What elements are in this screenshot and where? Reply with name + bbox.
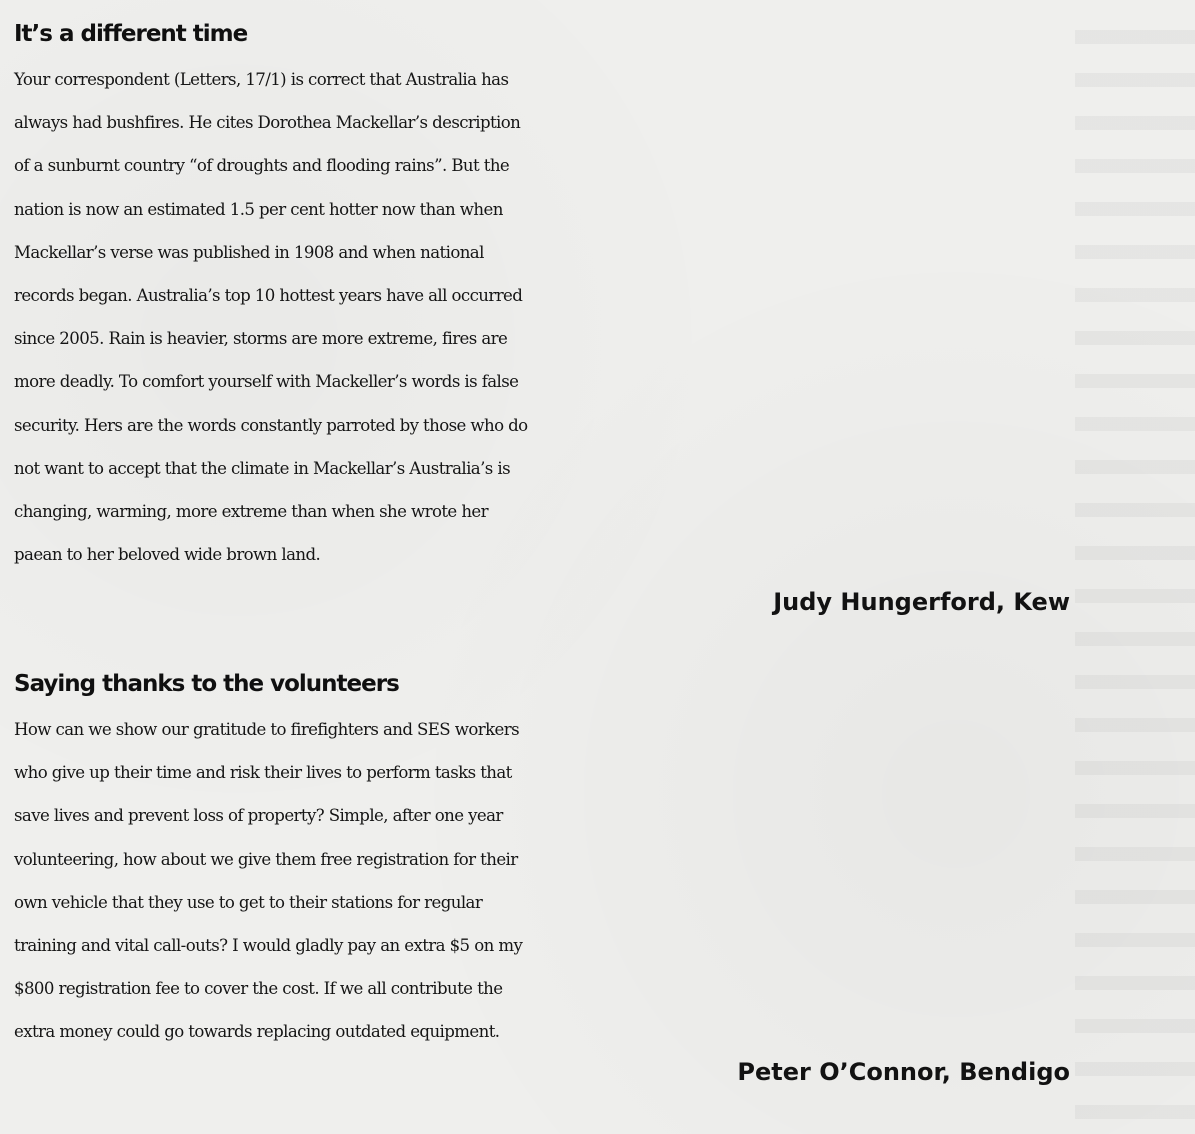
body-line: always had bushfires. He cites Dorothea Mackellar’s description [14,113,521,133]
letter-2 [14,660,1074,1088]
body-line: $800 registration fee to cover the cost. If we all contribute the [14,979,503,999]
letter-2-body [14,708,1074,1054]
body-line: extra money could go towards replacing outdated equipment. [14,1022,500,1042]
bleed-through-column [1075,30,1195,1120]
body-line: not want to accept that the climate in Mackellar’s Australia’s is [14,458,510,478]
body-line: of a sunburnt country “of droughts and flooding rains”. But the [14,156,510,176]
body-line: Your correspondent (Letters, 17/1) is correct that Australia has [14,70,509,89]
body-line: changing, warming, more extreme than when she wrote her [14,502,488,522]
body-line: Mackellar’s verse was published in 1908 and when national [14,242,484,262]
letter-2-headline: Saying thanks to the volunteers [14,671,399,697]
body-line: who give up their time and risk their lives to perform tasks that [14,763,512,783]
body-line: more deadly. To comfort yourself with Mackeller’s words is false [14,372,519,392]
body-line: paean to her beloved wide brown land. [14,545,321,565]
body-line: security. Hers are the words constantly parroted by those who do [14,415,528,435]
body-line: training and vital call-outs? I would gladly pay an extra $5 on my [14,936,523,956]
letter-1-headline: It’s a different time [14,21,248,47]
body-line: nation is now an estimated 1.5 per cent hotter now than when [14,199,503,219]
body-line: How can we show our gratitude to firefighters and SES workers [14,720,519,739]
body-line: save lives and prevent loss of property? Simple, after one year [14,806,503,826]
letter-2-byline: Peter O’Connor, Bendigo [737,1057,1070,1086]
body-line: own vehicle that they use to get to their stations for regular [14,892,483,912]
body-line: since 2005. Rain is heavier, storms are more extreme, fires are [14,329,508,349]
letter-1-body [14,58,1074,576]
letter-1-byline: Judy Hungerford, Kew [773,588,1070,617]
letter-1 [14,10,1074,618]
body-line: volunteering, how about we give them free registration for their [14,849,518,869]
body-line: records began. Australia’s top 10 hottest years have all occurred [14,286,523,306]
